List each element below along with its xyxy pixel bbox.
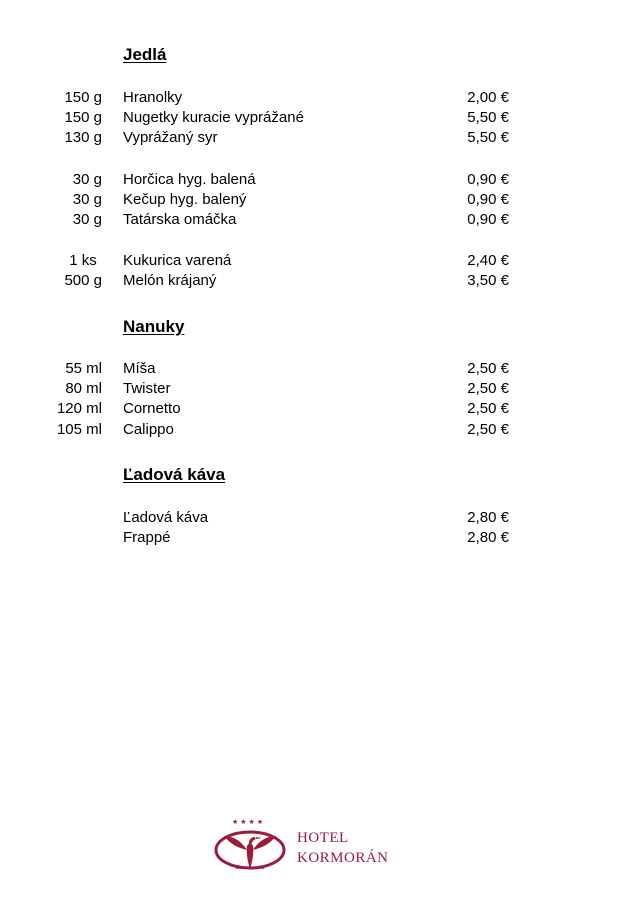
logo-line-kormoran: KORMORÁN [297,850,389,866]
menu-item [0,171,629,191]
item-quantity: 500 g [64,272,102,289]
item-price: 2,50 € [467,360,509,377]
item-price: 5,50 € [467,109,509,126]
menu-item [0,421,629,441]
item-quantity: 80 ml [65,380,102,397]
menu-item [0,211,629,231]
menu-item [0,109,629,129]
item-quantity: 150 g [64,89,102,106]
item-quantity: 150 g [64,109,102,126]
item-price: 2,80 € [467,509,509,526]
item-quantity: 30 g [72,171,102,188]
item-price: 0,90 € [467,191,509,208]
item-price: 2,50 € [467,421,509,438]
logo-line-hotel: HOTEL [297,830,349,846]
item-name: Cornetto [123,400,181,417]
item-price: 2,80 € [467,529,509,546]
item-name: Vyprážaný syr [123,129,218,146]
item-quantity: 120 ml [56,400,102,417]
item-price: 0,90 € [467,211,509,228]
cormorant-emblem-icon [212,820,292,876]
logo-stars: ★★★★ [232,818,266,826]
item-price: 2,00 € [467,89,509,106]
item-name: Melón krájaný [123,272,217,289]
item-name: Calippo [123,421,174,438]
menu-item [0,252,629,272]
item-price: 5,50 € [467,129,509,146]
hotel-logo [212,820,402,876]
menu-item [0,272,629,292]
item-name: Kečup hyg. balený [123,191,247,208]
menu-item [0,191,629,211]
item-quantity: 105 ml [56,421,102,438]
item-name: Twister [123,380,171,397]
item-quantity: 130 g [64,129,102,146]
section-heading-ladova-kava: Ľadová káva [123,465,226,484]
item-name: Hranolky [123,89,183,106]
item-quantity: 30 g [72,191,102,208]
item-price: 2,50 € [467,380,509,397]
section-heading-jedla: Jedlá [123,45,167,64]
menu-item [0,129,629,149]
item-name: Ľadová káva [123,509,209,526]
item-quantity: 1 ks [69,252,97,269]
menu-item [0,529,629,549]
item-name: Horčica hyg. balená [123,171,256,188]
item-quantity: 30 g [72,211,102,228]
item-quantity: 55 ml [65,360,102,377]
item-name: Frappé [123,529,171,546]
menu-item [0,380,629,400]
item-name: Kukurica varená [123,252,232,269]
item-price: 2,50 € [467,400,509,417]
item-price: 3,50 € [467,272,509,289]
section-heading-nanuky: Nanuky [123,317,185,336]
item-price: 2,40 € [467,252,509,269]
menu-item [0,509,629,529]
menu-item [0,89,629,109]
item-price: 0,90 € [467,171,509,188]
item-name: Míša [123,360,156,377]
menu-item [0,400,629,420]
item-name: Nugetky kuracie vyprážané [123,109,304,126]
item-name: Tatárska omáčka [123,211,237,228]
menu-item [0,360,629,380]
